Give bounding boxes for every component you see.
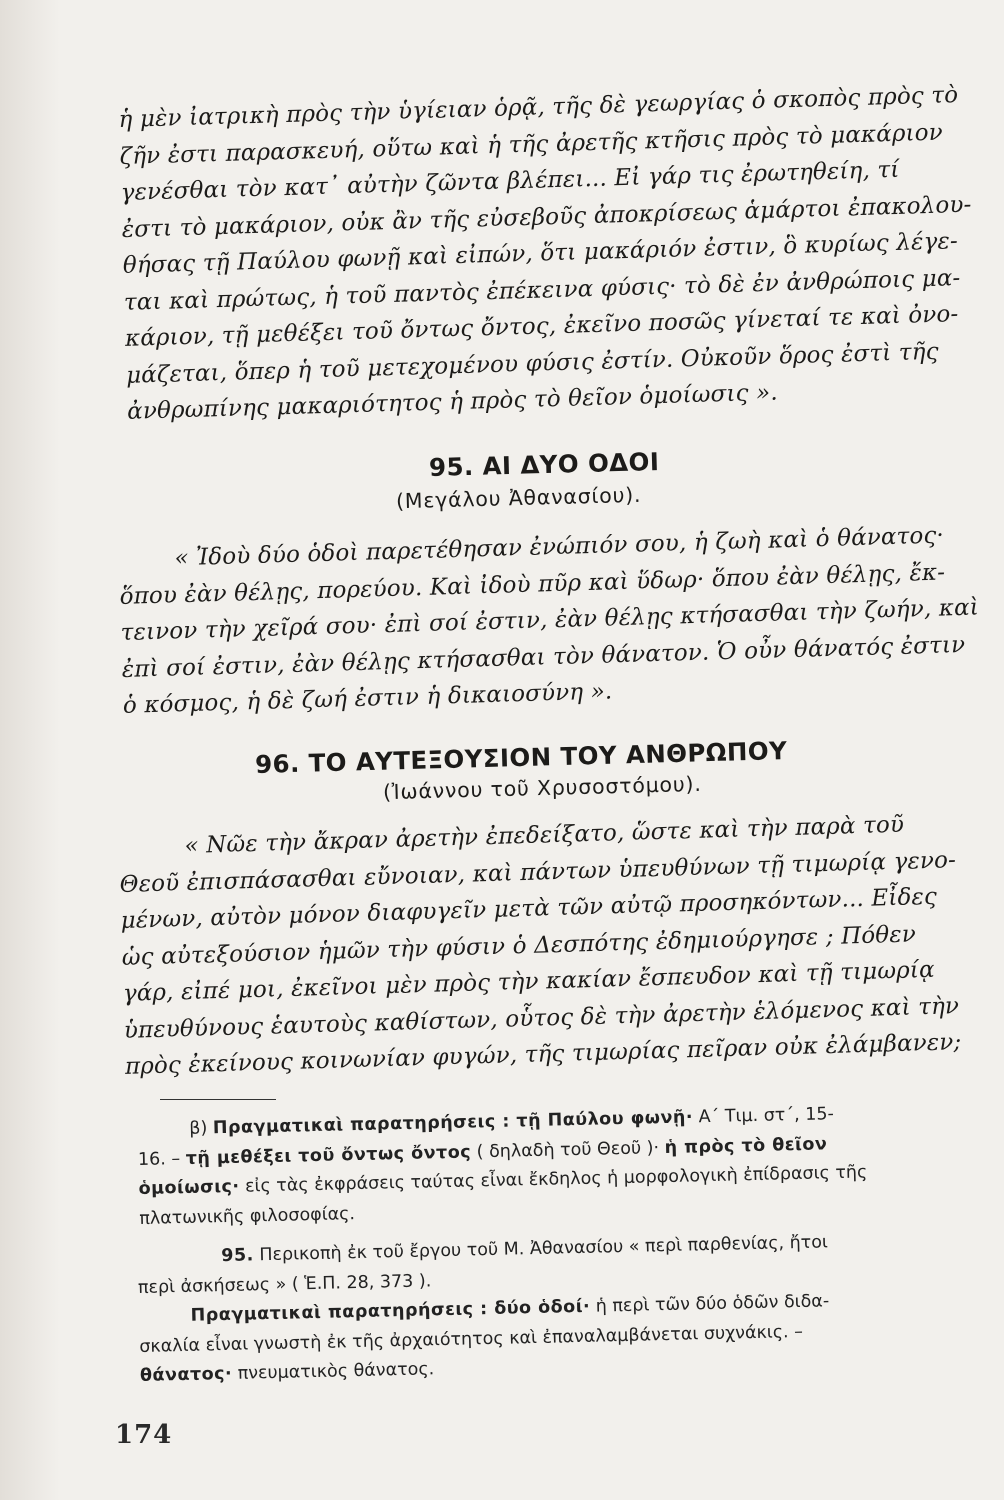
footnote-bold-term: Πραγματικαὶ παρατηρήσεις : δύο ὁδοί·: [190, 1296, 591, 1326]
text-line: « Νῶε τὴν ἄκραν ἀρετὴν ἐπεδείξατο, ὥστε καὶ τὴν παρὰ τοῦ: [184, 811, 905, 860]
text-line: πρὸς ἐκείνους κοινωνίαν φυγών, τῆς τιμωρίας πεῖραν οὐκ ἐλάμβανεν;: [124, 1029, 962, 1080]
footnote-text: ἡ περὶ τῶν δύο ὁδῶν διδα-: [589, 1291, 830, 1317]
footnote-95: [137, 1225, 978, 1391]
text-line: ὁ κόσμος, ἡ δὲ ζωή ἐστιν ἡ δικαιοσύνη ».: [122, 678, 613, 719]
footnote-text: Περικοπὴ ἐκ τοῦ ἔργου τοῦ Μ. Ἀθανασίου « περὶ παρθενίας, ἤτοι: [253, 1232, 829, 1266]
footnote-divider: [160, 1099, 276, 1100]
text-line: ὅπου ἐὰν θέλῃς, πορεύου. Καὶ ἰδοὺ πῦρ καὶ ὕδωρ· ὅπου ἐὰν θέλῃς, ἔκ-: [119, 558, 946, 610]
footnote-text: 16. –: [137, 1148, 186, 1170]
footnote-bold-term: ὁμοίωσις·: [138, 1176, 240, 1199]
text-line: ὑπευθύνους ἑαυτοὺς καθίστων, οὗτος δὲ τὴν ἀρετὴν ἑλόμενος καὶ τὴν: [123, 992, 960, 1044]
section-96-attribution: (Ἰωάννου τοῦ Χρυσοστόμου).: [382, 771, 702, 805]
section-96-heading: 96. ΤΟ ΑΥΤΕΞΟΥΣΙΟΝ ΤΟΥ ΑΝΘΡΩΠΟΥ: [254, 736, 788, 779]
text-line: ται καὶ πρώτως, ἡ τοῦ παντὸς ἐπέκεινα φύσις· τὸ δὲ ἐν ἀνθρώποις μα-: [123, 264, 961, 316]
footnote-text: εἰς τὰς ἐκφράσεις ταύτας εἶναι ἔκδηλος ἡ μορφολογικὴ ἐπίδρασις τῆς: [239, 1162, 868, 1197]
footnote-text: Α΄ Τιμ. στ΄, 15-: [692, 1104, 835, 1128]
text-line: « Ἰδοὺ δύο ὁδοὶ παρετέθησαν ἐνώπιόν σου, ἡ ζωὴ καὶ ὁ θάνατος·: [174, 522, 945, 572]
text-line: ἐπὶ σοί ἐστιν, ἐὰν θέλῃς κτήσασθαι τὸν θάνατον. Ὁ οὖν θάνατός ἐστιν: [121, 631, 966, 683]
footnote-bold-term: ἡ πρὸς τὸ θεῖον: [664, 1133, 828, 1158]
section-95-attribution: (Μεγάλου Ἀθανασίου).: [395, 482, 642, 514]
section-95-heading: 95. ΑΙ ΔΥΟ ΟΔΟΙ: [428, 446, 660, 483]
text-line: κάριον, τῇ μεθέξει τοῦ ὄντως ὄντος, ἐκεῖνο ποσῶς γίνεταί τε καὶ ὀνο-: [124, 301, 959, 352]
text-line: μάζεται, ὅπερ ἡ τοῦ μετεχομένου φύσις ἐστίν. Οὐκοῦν ὅρος ἐστὶ τῆς: [125, 338, 940, 389]
footnote-text: πνευματικὸς θάνατος.: [231, 1359, 435, 1384]
footnote-line: σκαλία εἶναι γνωστὴ ἐκ τῆς ἀρχαιότητος καὶ ἐπαναλαμβάνεται συχνάκις. –: [139, 1321, 804, 1357]
text-line: μένων, αὐτὸν μόνον διαφυγεῖν μετὰ τῶν αὐτῷ προσηκόντων... Εἶδες: [120, 883, 938, 934]
text-line: γάρ, εἰπέ μοι, ἐκεῖνοι μὲν πρὸς τὴν κακίαν ἔσπευδον καὶ τῇ τιμωρίᾳ: [122, 956, 936, 1007]
text-line: ὡς αὐτεξούσιον ἡμῶν τὴν φύσιν ὁ Δεσπότης ἐδημιούργησε ; Πόθεν: [121, 920, 917, 971]
footnote-number: 95.: [221, 1245, 255, 1267]
footnote-bold-term: θάνατος·: [139, 1363, 233, 1386]
text-line: θήσας τῇ Παύλου φωνῇ καὶ εἰπών, ὅτι μακάριόν ἐστιν, ὃ κυρίως λέγε-: [122, 228, 959, 279]
text-line: ζῆν ἐστι παρασκευή, οὕτω καὶ ἡ τῆς ἀρετῆς κτῆσις πρὸς τὸ μακάριον: [119, 119, 944, 170]
section-95-quote: [118, 517, 981, 725]
text-line: Θεοῦ ἐπισπάσασθαι εὔνοιαν, καὶ πάντων ὑπευθύνων τῇ τιμωρίᾳ γενο-: [119, 846, 957, 898]
footnote-bold-term: Πραγματικαὶ παρατηρήσεις : τῇ Παύλου φωνῇ·: [212, 1107, 694, 1139]
footnote-b: [137, 1097, 977, 1234]
page-number: 174: [115, 1420, 173, 1450]
top-paragraph: [118, 77, 985, 431]
footnote-marker: β): [189, 1118, 214, 1139]
text-line: γενέσθαι τὸν κατ᾿ αὐτὴν ζῶντα βλέπει... Εἰ γάρ τις ἐρωτηθείη, τί: [120, 156, 900, 206]
text-line: ἡ μὲν ἰατρικὴ πρὸς τὴν ὑγίειαν ὁρᾷ, τῆς δὲ γεωργίας ὁ σκοπὸς πρὸς τὸ: [118, 82, 959, 133]
page-edge-shadow: [0, 0, 60, 1500]
section-96-quote: [118, 805, 983, 1086]
text-line: ἐστι τὸ μακάριον, οὐκ ἂν τῆς εὐσεβοῦς ἀποκρίσεως ἁμάρτοι ἐπακολου-: [121, 191, 972, 243]
footnote-text: ( δηλαδὴ τοῦ Θεοῦ )·: [470, 1137, 665, 1162]
footnote-line: πλατωνικῆς φιλοσοφίας.: [139, 1203, 356, 1229]
text-line: τεινον τὴν χεῖρά σου· ἐπὶ σοί ἐστιν, ἐὰν θέλῃς κτήσασθαι τὴν ζωήν, καὶ: [120, 594, 980, 646]
text-line: ἀνθρωπίνης μακαριότητος ἡ πρὸς τὸ θεῖον ὁμοίωσις ».: [126, 379, 779, 425]
footnote-bold-term: τῇ μεθέξει τοῦ ὄντως ὄντος: [185, 1141, 472, 1169]
footnote-line: περὶ ἀσκήσεως » ( Ἑ.Π. 28, 373 ).: [137, 1270, 432, 1298]
